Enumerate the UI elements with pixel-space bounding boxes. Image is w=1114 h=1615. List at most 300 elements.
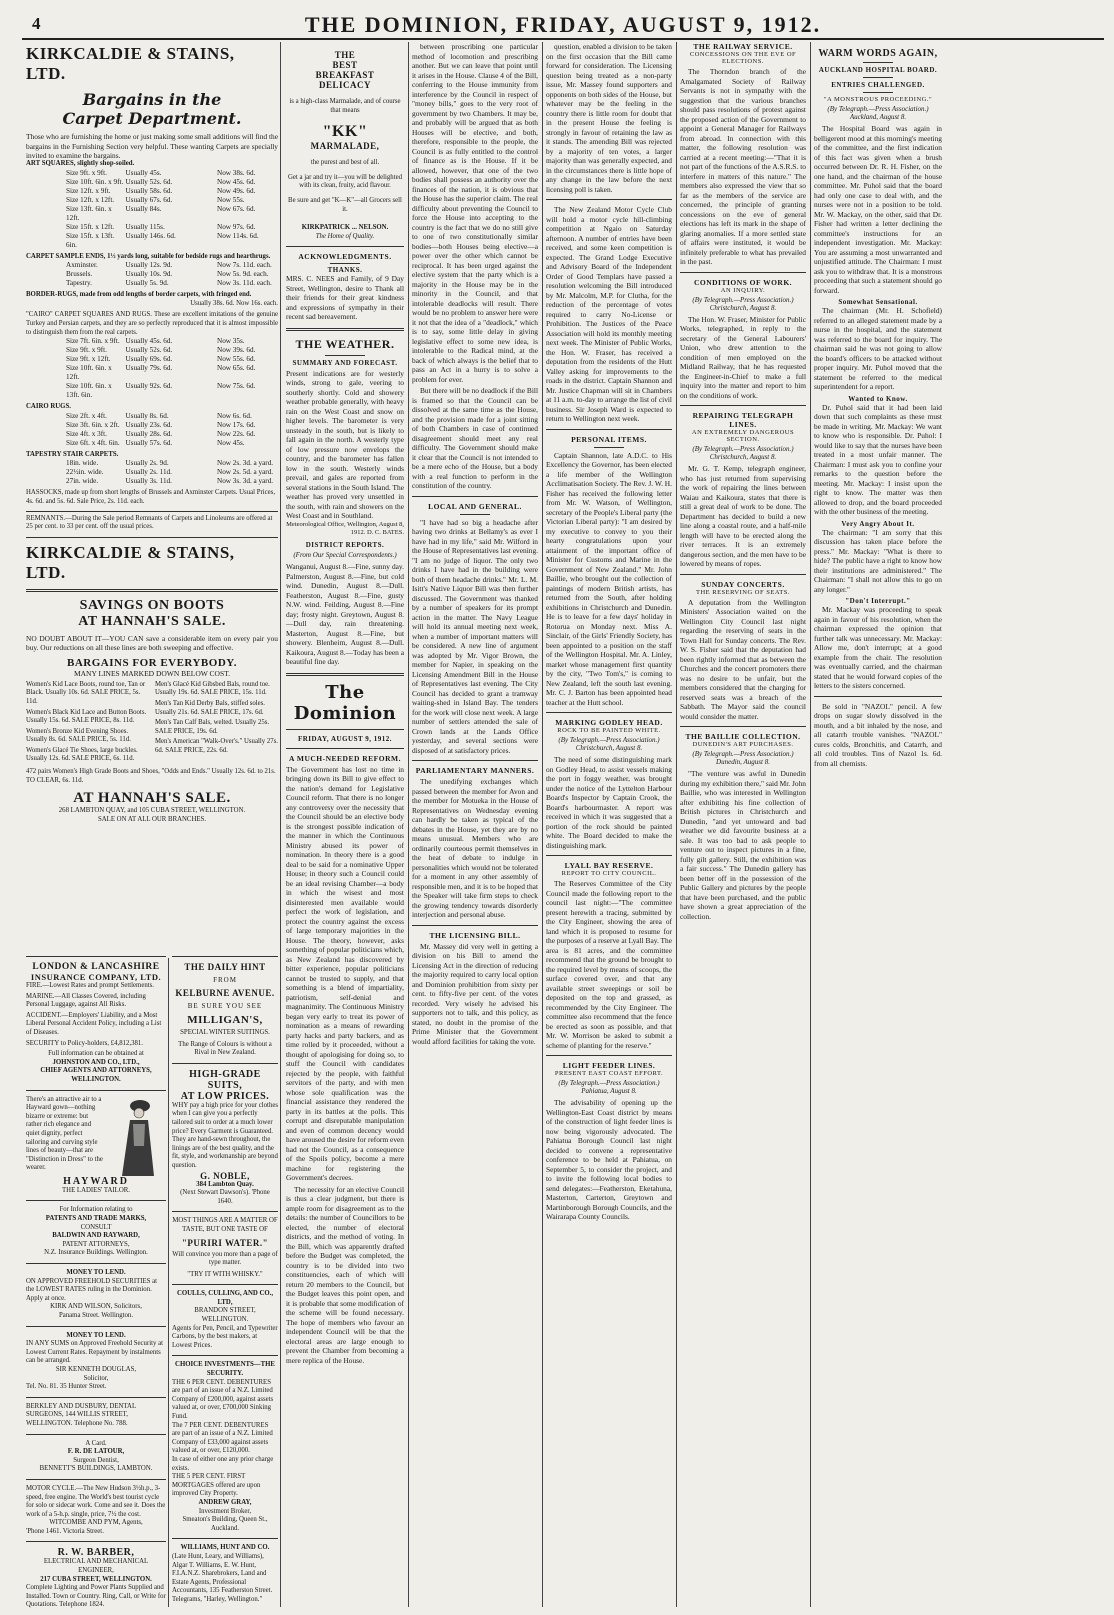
art-square-row-cell: Now 97s. 6d. [217,222,256,231]
sensational-sub: Somewhat Sensational. [838,298,918,306]
light-feeder-heading: LIGHT FEEDER LINES. [562,1061,656,1070]
nazol-ad: Be sold in "NAZOL" pencil. A few drops on sugar slowly dissolved in the mouth, and a bit inhaled by the nose, and all catarrh trouble vanishes. "NAZOL" cures colds, Bronchitis, and Catarrh, and all cold troubles. Tins of Nazol 1s. 6d. from all chemists. [814,701,942,768]
barber-ad [26,1547,166,1609]
tapestry-row [26,459,278,468]
patents-ad [26,1206,166,1258]
puriri-l4: Will convince you more than a page of type matter. [172,1250,278,1267]
editorial-text-1: The Government has lost no time in bringing down its Bill to give effect to the nation's demand for Legislative Council reform. That there is no longer any controversy over the necessity that the Council should be an elective body is the strongest possible indication of the manner in which the Continuous Ministry abused its power of nomination. In theory there is a good deal to be said for a nominative Upper House; in theory such a Council could be an ideal revising Chamber—a body in which the wisest and most disinterested men available would perfect the work of legislation, and protect the country against the excess of large temporary majorities in the House. The theory, however, asks something of popular politicians which, as New Zealand has discovered by bitter experience, popular politicians cannot be trusted to supply, and that something is a blend of impartiality, patriotism, self-denial and magnanimity. The Continuous Ministry began very early to treat its power of nomination as a means of rewarding party hacks and party backers, and as time rolled by it proceeded, without a thought of apologising for doing so, to stuff the Council with candidates rejected by the people, with faithful servitors of the party, and with men whose sole qualification was the financial assistance they rendered the party in its battles at the polls. This corrupt and disreputable manipulation and even of common decency would have aroused the desire for reform even had not the Council, as a consequence of the Spoils policy, become a mere machine for registering the Government's decrees. [286,764,404,1183]
high-name: G. NOBLE, [200,1170,250,1181]
art-squares-title: ART SQUARES, slightly shop-soiled. [26,160,135,167]
cairo-rug-row-cell: Size 3ft. 6in. x 2ft. [66,420,120,429]
tapestry-row-cell: Usually 2s. 9d. [125,459,169,468]
choice-addr: Smeaton's Building, Queen St., Auckland. [182,1516,268,1532]
cairo-row-cell: Size 9ft. x 12ft. [66,355,111,364]
barber-addr: 217 CUBA STREET, WELLINGTON. [40,1575,152,1583]
tapestry-row-cell: 18in. wide. [66,459,99,468]
art-square-row [26,205,278,223]
art-square-row-cell: Usually 146s. 6d. [125,231,176,240]
cairo-row-cell: Size 9ft. x 9ft. [66,346,107,355]
kirkcaldie-name: KIRKCALDIE & STAINS, LTD. [26,44,235,83]
money2-text: IN ANY SUMS on Approved Freehold Security at Lowest Current Rates. Repayment by instalments can be arranged. [26,1340,163,1365]
williams-text: (Late Hunt, Leary, and Williams), Algar T. Williams, E. W. Hunt, F.I.A.N.Z. Sharebrokers, Land and Estate Agents, Professional Accountants, 135 Featherston Street. Telegrams, "Harley, Wellington." [172,1552,273,1603]
art-square-row-cell: Now 114s. 6d. [217,231,259,240]
hayward-tag: THE LADIES' TAILOR. [62,1186,130,1194]
barber-text: Complete Lighting and Power Plants Supplied and Installed. Town or Country. Ring, Call, or Write for Quotations. Telephone 1824. [26,1584,166,1609]
sample-ends-title: CARPET SAMPLE ENDS, 1½ yards long, suitable for bedside rugs and hearthrugs. [26,252,271,260]
art-square-row [26,187,278,196]
carpet-headline-2: Carpet Department. [62,109,242,128]
telegraph-text: Mr. G. T. Kemp, telegraph engineer, who has just returned from supervising the work of repairing the lines between Waiau and Kaikoura, states that there is still a great deal of work to be done. The Department has decided to build a new line along a coastal route, and a half-mile length will have to be erected along the river terraces. It is an extremely dangerous section, and the men have to be lowered by means of ropes. [680,464,806,568]
cairo-title: "CAIRO" CARPET SQUARES AND RUGS. These are excellent imitations of the genuine Turkey and Persian carpets, and they are so perfectly reproduced that it is almost impossible to distinguish them from the real carpets. [26,311,278,336]
district-from: (From Our Special Correspondents.) [293,551,397,560]
art-square-row-cell: Now 67s. 6d. [217,204,256,213]
cairo-rug-row-cell: Now 6s. 6d. [217,411,252,420]
high-grade-suits-ad [172,1069,278,1207]
licensing-heading: THE LICENSING BILL. [429,930,521,940]
cairo-rug-row-cell: Now 45s. [217,438,245,447]
hannah-women-list [26,681,149,766]
choice-name: ANDREW GRAY, [198,1498,252,1506]
daily-ave: KELBURNE AVENUE. [175,988,275,998]
baillie-heading: THE BAILLIE COLLECTION. [685,732,801,741]
motor-tel: 'Phone 1461. Victoria Street. [26,1527,104,1535]
hannah-men-item: Men's American "Walk-Over's." Usually 27s. 6d. SALE PRICE, 22s. 6d. [155,738,278,754]
marm-get: Get a jar and try it—you will be delighted with its clean, fruity, acid flavour. [287,173,402,190]
hannah-women-item: Women's Black Kid Lace and Button Boots. Usually 15s. 6d. SALE PRICE, 8s. 11d. [26,708,147,725]
cairo-row-cell: Now 65s. 6d. [217,364,256,373]
patents-l6: N.Z. Insurance Buildings. Wellington. [44,1249,148,1257]
warm-words-heading: WARM WORDS AGAIN, [818,48,938,59]
railway-sub: CONCESSIONS ON THE EVE OF ELECTIONS. [689,51,797,65]
hannah-intro: NO DOUBT ABOUT IT—YOU CAN save a considerable item on every pair you buy. Our reductions on all these lines are both sweeping and effective. [26,633,278,653]
art-square-row [26,223,278,232]
coulls-name: COULLS, CULLING, AND CO., LTD, [176,1290,274,1306]
sunday-text: A deputation from the Wellington Ministers' Association waited on the Wellington City Council last night regarding the reserving of seats in the Town Hall for Sunday concerts. The Rev. W. S. Fisher said that the deputation had been rightly informed that as between the Churches and the concert promoters there was no desire to be unfair, but the members considered that the charging for reserved seats was a breach of the Sabbath. The Mayor said the council would consider the matter. [680,597,806,721]
lyall-sub: REPORT TO CITY COUNCIL. [561,870,657,877]
light-feeder-sub: PRESENT EAST COAST EFFORT. [554,1070,664,1077]
sunday-sub: THE RESERVING OF SEATS. [695,588,791,596]
art-square-row-cell: Size 12ft. x 12ft. [66,195,115,204]
godley-heading: MARKING GODLEY HEAD. [555,718,663,727]
hayward-ad [26,1096,166,1196]
auckland-text-2: The chairman (Mr. H. Schofield) referred to an alleged statement made by a nurse in the hospital, and the statement was referred to the board for inquiry. The chairman said he was not going to allow the board's officers to be attacked without proper inquiry. Mr. Puhol moved that the statement be referred to the medical superintendent for a report. [814,306,942,391]
entries-heading: ENTRIES CHALLENGED. [831,81,925,89]
col5-text-2: The New Zealand Motor Cycle Club will hold a motor cycle hill-climbing competition at Ngaio on Saturday afternoon. A number of entries have been received, and some keen competition is expected. The Grand Lodge Executive and Advisory Board of the Independent Order of Good Templars have passed a resolution welcoming the Bill introduced by Mr. Malcolm, M.P. for Clutha, for the reduction of the percentage of votes required to carry No-License or Prohibition. The Justices of the Peace Association will hold its monthly meeting next week. The Minister of Public Works, the Hon. W. Fraser, has received a deputation from the residents of the Hutt Valley asking for improvements to the roads in the district. Captain Shannon and Mr. Justice Chapman will sit in Chambers at 11 a.m. to-day to arrange the list of civil business. Sir Joseph Ward is expected to return to Wellington next week. [546,205,672,423]
editorial-text-2: The necessity for an elective Council is thus a clear judgment, but there is ample room for disagreement as to the details: the number of Councillors to be elected, the number of electoral districts, and the method of voting. In the Bill, which was apparently drafted before the Budget was completed, the country is to be divided into two constituencies, each of which will return 20 members to the Council, but the Budget leaves this point open, and it is probable that some modification of the scheme will be found necessary. The hope of members who favour an independent Council will be that the electoral areas are large enough to prevent the Chamber from becoming a mere replica of the House. [286,1184,404,1365]
sample-end-row-cell: Now 7s. 11d. each. [217,261,272,270]
hannah-men-item: Men's Glacé Kid Gibsbed Bals, round toe. Usually 19s. 6d. SALE PRICE, 15s. 11d. [155,680,270,697]
personal-text: Captain Shannon, late A.D.C. to His Excellency the Governor, has been elected a life member of the Wellington Acclimatisation Society. The Rev. J. W. H. Fisher has received the following letter from Mr. W. Watson, of Wellington, secretary of the People's Liberal party (the Victorian Liberal party): "I am desired by my executive to convey to you their hearty congratulations upon your attainment of the important office of Minister for Customs and Marine in the Government of New Zealand." Mr. John Baillie, who brought out the collection of paintings of modern British artists, has returned from the South, after holding exhibitions in Christchurch and Dunedin. He is to leave for a few days' holiday in Rotorua on Monday next. Miss A. Sinclair, of the Girls' Friendly Society, has been appointed to a position on the staff of the Wellington Hospital. Mr. A. Linley, market whose management first quantity by the city, "Two Tom's," is coming to New Zealand, left the south last evening. Mr. C. J. Barton has been appointed head teacher at the Hutt school. [546,450,672,707]
money2-who: SIR KENNETH DOUGLAS, [55,1365,137,1373]
sample-end-row-cell: Tapestry. [66,279,92,288]
cairo-rug-row-cell: Usually 8s. 6d. [125,411,169,420]
money1-title: MONEY TO LEND. [66,1269,126,1277]
hannah-headline: SAVINGS ON BOOTS [79,597,225,613]
col4-text-1: between proscribing one particular method of locomotion and prescribing another. But we can leave that point until it arises in the House. Clause 4 of the Bill, conferring to the House immunity from interference by the Council in respect of "money bills," goes to the very root of government by two Chambers. It may be, and probably will be argued that as both Houses will be elective, and both, therefore, responsible to the people, the Council is as fully entitled to the control of finance as is the House. If it be allowed, however, that one of the two bodies shall possess an authority over the finances of the nation, it is obvious that the House has the superior claim. The real difficulty about preventing the Council to force the House into accepting to the country is the fact that we do no still give to one of two constitutionally similar bodies—both Houses being elective—a power over the other which cannot be reciprocal. It has been urged against the elective system that the party which is a majority in the House may be in the minority in the Council, and that intolerable deadlocks will result. There would be no problem to answer here were it not that the idea of a "deadlock," which is to say, some little delay in giving legislative effect to some new idea, is intolerable to the Radical mind, at the back of which always is the belief that to pass an Act in a hurry is to solve a problem for ever. [412,42,538,384]
marm-home: The Home of Quality. [315,232,375,240]
art-square-row-cell: Now 38s. 6d. [217,168,256,177]
cairo-rug-row-cell: Usually 57s. 6d. [125,438,173,447]
angry-sub: Very Angry About It. [841,519,915,528]
cairo-rug-row [26,439,278,448]
tapestry-row-cell: 22½in. wide. [66,468,104,477]
art-square-row-cell: Size 15ft. x 13ft. 6in. [66,231,115,249]
puriri-l3: "PURIRI WATER." [181,1237,269,1248]
tapestry-row-cell: Usually 2s. 11d. [125,468,172,477]
border-rugs-title: BORDER-RUGS, made from odd lengths of border carpets, with fringed end. [26,291,252,299]
local-heading: LOCAL AND GENERAL. [428,501,522,511]
light-feeder-text: The advisability of opening up the Wellington-East Coast district by means of the construction of light feeder lines is now being vigorously advocated. The Pahiatua Borough Council last night decided to convene a representative conference to be held at Pahiatua, on September 5, to consider the project, and to invite the following local bodies to send delegates:—Featherston, Eketahuna, Masterton, Carterton, Greytown and Martinborough Borough Councils, and the Wairarapa County Councils. [546,1098,672,1221]
cairo-rug-row [26,421,278,430]
cairo-row-cell: Usually 52s. 6d. [125,346,173,355]
cairo-row-cell: Size 10ft. 6in. x 12ft. [66,364,112,382]
london-lines [26,982,166,1048]
cairo-row-cell: Usually 45s. 6d. [125,337,173,346]
column-7 [814,42,942,1609]
choice-role: Investment Broker, [198,1507,252,1515]
choice-text2: The 7 PER CENT. DEBENTURES are part of an issue of a N.Z. Limited Company of £33,000 against assets valued at, or over, £120,000. [172,1421,273,1455]
patents-l1: For Information relating to [59,1206,133,1214]
lyall-text: The Reserves Committee of the City Council made the following report to the council last night:—"The committee present herewith a tracing, submitted by the City Engineer, showing the area of land which it is proposed to resume for the purposes of a reserve at Lyall Bay. The area is 81 acres, and the committee recommend that the ground be brought to the required level by means of scoops, the surface covered over, and that any available street sweepings or soil be deposited on the top and grassed, as recommended by the City Engineer. The committee also recommend that the fence be erected as soon as possible, and that Mr. W. Morrison be asked to submit a scheme of planting for the reserve." [546,879,672,1050]
hayward-text: There's an attractive air to a Hayward gown—nothing bizarre or extreme: but rather rich elegance and quiet dignity, perfect tailoring and curving style lines of beauty—that are "Distinction in Dress" to the wearer. [26,1095,103,1172]
parliamentary-text: The unedifying exchanges which passed between the member for Avon and the member for Motueka in the House of Representatives on Wednesday evening can hardly be taken as typical of the debates in the House, yet they are by no means unusual. Members who are ordinarily courteous permit themselves in the heat of debate to indulge in personalities which would not be tolerated for a moment in any other assembly of responsible men, and it is to be hoped that the Speaker will take firm steps to check the growing tendency towards disorderly interjection and personal abuse. [412,777,538,919]
puriri-l5: "TRY IT WITH WHISKY." [187,1270,263,1278]
sample-end-row-cell: Now 5s. 9d. each. [217,270,269,279]
cairo-rug-row-cell: Size 2ft. x 4ft. [66,411,107,420]
motor-cycle-ad [26,1485,166,1537]
hannah-men-item: Men's Tan Calf Bals, welted. Usually 25s. SALE PRICE, 19s. 6d. [155,719,270,735]
cairo-row [26,355,278,364]
sample-ends-table [26,261,278,288]
daily-hint-ad [172,962,278,1058]
art-square-row [26,196,278,205]
baillie-byline: (By Telegraph.—Press Association.) Dunedin, August 8. [692,750,794,766]
art-square-row-cell: Usually 45s. [125,168,162,177]
newspaper-title: THE DOMINION, FRIDAY, AUGUST 9, 1912. [304,12,822,37]
money2-title: MONEY TO LEND. [66,1331,126,1339]
parliamentary-heading: PARLIAMENTARY MANNERS. [415,766,535,775]
thanks-heading: THANKS. [327,266,363,275]
williams-hunt-ad [172,1544,278,1604]
high-title: HIGH-GRADE SUITS, [189,1068,261,1091]
cairo-rugs-title: CAIRO RUGS. [26,403,71,411]
cairo-row [26,337,278,346]
money2-role: Solicitor, [83,1374,109,1382]
daily-range: The Range of Colours is without a Rival in New Zealand. [178,1040,272,1057]
marm-breakfast: BREAKFAST [315,70,375,80]
london-full: Full information can be obtained at [48,1050,144,1058]
sample-end-row-cell: Usually 12s. 9d. [125,261,173,270]
barber-name: R. W. BARBER, [57,1547,135,1559]
art-squares-table [26,169,278,250]
coulls-text: Agents for Pen, Pencil, and Typewriter Carbons, by the best makers, at Lowest Prices. [172,1324,278,1349]
daily-mill: MILLIGAN'S, [187,1014,263,1026]
money-to-lend-2 [26,1332,166,1392]
coulls-street: BRANDON STREET, [194,1307,256,1315]
cairo-table [26,337,278,400]
daily-special: SPECIAL WINTER SUITINGS. [180,1029,270,1036]
art-square-row-cell: Size 9ft. x 9ft. [66,168,107,177]
art-square-row [26,169,278,178]
editorial-heading: A MUCH-NEEDED REFORM. [289,753,401,763]
personal-heading: PERSONAL ITEMS. [571,434,647,444]
column-5 [546,42,672,1609]
london-line: ACCIDENT.—Employers' Liability, and a Most Liberal Personal Accident Policy, including a List of Diseases. [26,1011,162,1036]
marm-name: MARMALADE, [310,141,380,152]
art-square-row-cell: Now 45s. 6d. [217,177,256,186]
tapestry-row [26,477,278,486]
cairo-row [26,346,278,355]
auckland-heading: AUCKLAND HOSPITAL BOARD. [818,66,938,74]
latour-l2: F. R. DE LATOUR, [67,1448,125,1456]
dental-ad: BERKLEY AND DUSBURY, DENTAL SURGEONS, 144 WILLIS STREET, WELLINGTON. Telephone No. 788. [26,1402,136,1427]
sample-end-row-cell: Usually 10s. 9d. [125,270,173,279]
london-city: WELLINGTON. [71,1075,121,1083]
high-text: WHY pay a high price for your clothes when I can give you a perfectly tailored suit to order at a much lower price? Every Garment is Guaranteed. They are hand-sewn throughout, the linings are of the best quality, and the fit, style, and workmanship are beyond question. [172,1101,278,1169]
marm-best: BEST [332,60,358,70]
conditions-sub: AN INQUIRY. [720,286,766,294]
sample-end-row [26,279,278,288]
kirkcaldie-carpet-ad [26,44,278,161]
sample-end-row-cell: Axminster. [66,261,98,270]
hannah-men-list [155,681,278,766]
cairo-row-cell: Now 39s. 6d. [217,346,256,355]
cairo-rug-row-cell: Size 6ft. x 4ft. 6in. [66,438,120,447]
conditions-text: The Hon. W. Fraser, Minister for Public Works, telegraphed, in reply to the secretary of the General Labourers' Union, who drew attention to the condition of men employed on the Midland Railway, that he has requested the Engineer-in-Chief to make a full inquiry into the matter and report to him on the conditions of work. [680,314,806,400]
high-addr: 384 Lambton Quay. [196,1180,254,1188]
cairo-rug-row-cell: Usually 28s. 6d. [125,429,173,438]
kirkcaldie-name-2: KIRKCALDIE & STAINS, LTD. [26,542,235,582]
auckland-text-3: Dr. Puhol said that it had been laid down that such complaints as these must be made in writing. Mr. Mackay: We want to know who is responsible. Dr. Puhol: I would like to say that the nurses have been treated in a most unfair manner. The Chairman: I must ask you to confine your remarks to the question before the meeting. Mr. Mackay: I insist upon the right to know. The matter was then allowed to drop, and the board proceeded with the other business of the meeting. [814,402,942,516]
godley-text: The need of some distinguishing mark on Godley Head, to assist vessels making the port in foggy weather, was brought under the notice of the Lyttelton Harbour Board's Inspector by Captain Crook, the Board's harbourmaster. A report was received in which it was suggested that a portion of the rock should be painted white. The Board decided to make the distinguishing mark. [546,755,672,850]
col4-text-2: But there will be no deadlock if the Bill is framed so that the Council can be dissolved at the same time as the House, and the provision made for a joint sitting of both Chambers in case of continued disagreement should meet any real difficulty. The Government should make it clear that the Council is not intended to be a mere echo of the House, but a body with a real function to perform in the constitution of the country. [412,386,538,490]
art-square-row-cell: Now 55s. [217,195,245,204]
licensing-text: Mr. Massey did very well in getting a division on his Bill to amend the Licensing Act in the direction of reducing the majority required to carry local option and Dominion prohibition from sixty per cent. to fifty-five per cent. of the votes recorded. Very wisely he advised his supporters not to talk, and this policy, as stated, no doubt in the promise of the Prime Minister that the Government would afford facilities for taking the vote. [412,941,538,1046]
hannah-boots-ad [26,598,278,825]
telegraph-byline: (By Telegraph.—Press Association.) Christchurch, August 8. [692,445,794,461]
money1-who: KIRK AND WILSON, Solicitors, [50,1303,142,1311]
choice-text1: THE 6 PER CENT. DEBENTURES are part of an issue of a N.Z. Limited Company of £200,000, against assets valued at, or over, £700,000 Sinking Fund. [172,1378,274,1420]
london-name: LONDON & LANCASHIRE [32,962,160,972]
art-square-row-cell: Usually 52s. 6d. [125,177,173,186]
cairo-row [26,364,278,382]
art-square-row [26,178,278,187]
hannah-many: MANY LINES MARKED DOWN BELOW COST. [73,668,231,678]
money-to-lend-1 [26,1269,166,1321]
forecast-text: Present indications are for westerly winds, strong to gale, veering to southerly shortly. Cold and showery weather probable generally, with heavy rain on the West Coast and snow on higher levels. The barometer is very unsteady in the south, but is likely to fall again in the north. A westerly type of low pressure now envelops the country, and the barometer has fallen low in the south. Westerly winds prevail, and gales are reported from several stations in the South Island. The weather has proved very unsettled in the south, with rain and showers on the West Coast and in Southland. [286,368,404,521]
motor-who: WITCOMBE AND PYM, Agents, [49,1519,143,1527]
godley-sub: ROCK TO BE PAINTED WHITE. [557,727,661,734]
col5-text-1: question, enabled a division to be taken on the first occasion that the Bill came forward for consideration. The Licensing question being treated as a non-party issue, Mr. Massey found supporters and opponents on both sides of the House, but whatever may be the feeling in the country there is little room for doubt that in the present House the feeling is strongly in favour of retaining the law as it stands. The amending Bill was rejected by a majority of ten votes, a larger majority than was generally expected, and in the circumstances there is little hope of any change in the law before the next licensing poll is taken. [546,42,672,194]
patents-l2: PATENTS AND TRADE MARKS, [45,1215,147,1223]
art-square-row-cell: Usually 58s. 6d. [125,186,173,195]
coulls-city: WELLINGTON. [201,1316,249,1324]
cairo-rug-row [26,412,278,421]
hannah-footer-name: AT HANNAH'S SALE. [73,790,231,807]
choice-title: CHOICE INVESTMENTS—THE SECURITY. [175,1361,275,1378]
telegraph-sub: AN EXTREMELY DANGEROUS SECTION. [691,429,795,443]
marm-the: THE [334,50,356,60]
tapestry-row [26,468,278,477]
weather-heading: THE WEATHER. [295,336,395,351]
cairo-row-cell: Size 10ft. 6in. x 13ft. 6in. [66,382,112,400]
hannah-women-item: Women's Glacé Tie Shoes, large buckles. Usually 12s. 6d. SALE PRICE, 6s. 11d. [26,746,138,763]
patents-l3: CONSULT [80,1223,112,1231]
sample-end-row-cell: Brussels. [66,270,93,279]
cairo-rug-row-cell: Size 4ft. x 3ft. [66,429,107,438]
art-square-row [26,232,278,250]
dominion-nameplate: The Dominion [293,681,397,724]
art-square-row-cell: Size 10ft. 6in. x 9ft. [66,177,124,186]
tapestry-title: TAPESTRY STAIR CARPETS. [26,450,119,458]
column-4 [412,42,538,1609]
art-square-row-cell: Usually 84s. [125,204,162,213]
auckland-text-4: The chairman: "I am sorry that this discussion has taken place before the press." Mr. Mackay: "What is there to hide? The public have a right to know how their institutions are administered." The Chairman: "I shall not allow this to go on any longer." [814,527,942,594]
hannah-women-item: Women's Kid Lace Boots, round toe, Tan or Black. Usually 10s. 6d. SALE PRICE, 5s. 11d. [26,680,146,705]
marm-besure: Be sure and get "K—K"—all Grocers sell it. [288,196,402,213]
sample-end-row-cell: Now 3s. 11d. each. [217,279,272,288]
marm-kirkpatrick: KIRKPATRICK ... NELSON. [301,224,389,232]
daily-be: BE SURE YOU SEE [187,1002,263,1010]
london-line: FIRE.—Lowest Rates and prompt Settlements. [26,982,154,989]
tapestry-row-cell: 27in. wide. [66,477,99,486]
williams-name: WILLIAMS, HUNT AND CO. [180,1544,270,1552]
wanted-sub: Wanted to Know. [848,394,908,403]
sample-end-row [26,261,278,270]
art-square-row-cell: Usually 67s. 6d. [125,195,173,204]
column-6 [680,42,806,1609]
tapestry-row-cell: Now 3s. 3d. a yard. [217,477,274,486]
conditions-heading: CONDITIONS OF WORK. [693,277,793,287]
cairo-row-cell: Now 55s. 6d. [217,355,256,364]
motor-text: MOTOR CYCLE.—The New Hudson 3½h.p., 3-speed, free engine. The World's best tourist cycle for solo or sidecar work. Come and see it. Does the work of a 5-h.p. single, price, 7½ the cost. [26,1484,166,1518]
cairo-rug-row-cell: Now 17s. 6d. [217,420,256,429]
sunday-heading: SUNDAY CONCERTS. [701,579,785,589]
daily-title: THE DAILY HINT [184,962,266,972]
coulls-ad [172,1290,278,1350]
london-chief: CHIEF AGENTS AND ATTORNEYS, [40,1067,152,1075]
cairo-row [26,382,278,400]
cairo-rug-row [26,430,278,439]
art-square-row-cell: Size 15ft. x 12ft. [66,222,115,231]
auckland-byline: (By Telegraph.—Press Association.) Auckland, August 8. [827,105,929,121]
money1-text: ON APPROVED FREEHOLD SECURITIES at the LOWEST RATES ruling in the Dominion. Apply at once. [26,1277,158,1302]
carpet-intro: Those who are furnishing the home or just making some small additions will find the bargains in the Furnishing Section very helpful. These wanting Carpets are specially invited to examine the bargains. [26,132,278,160]
hannah-headline-2: AT HANNAH'S SALE. [78,613,226,629]
london-name-2: INSURANCE COMPANY, LTD. [30,972,162,982]
tapestry-row-cell: Now 2s. 3d. a yard. [217,459,274,468]
marm-kk: "KK" [322,123,368,141]
carpet-headline-1: Bargains in the [82,90,222,109]
sample-end-row-cell: Usually 5s. 9d. [125,279,169,288]
daily-from: FROM [213,976,237,984]
thanks-text: MRS. C. NEES and Family, of 9 Day Street, Wellington, desire to Thank all their friends for their great kindness and expressions of sympathy in their recent sad bereavement. [286,274,404,322]
money1-where: Panama Street. Wellington. [58,1312,134,1319]
puriri-water-ad [172,1217,278,1279]
small-ads-column [26,956,166,1609]
art-square-row-cell: Usually 115s. [125,222,165,231]
railway-heading: THE RAILWAY SERVICE. [693,42,793,51]
godley-byline: (By Telegraph.—Press Association.) Christchurch, August 8. [558,736,660,752]
hannah-address: 268 LAMBTON QUAY, and 105 CUBA STREET, WELLINGTON. [58,807,246,815]
latour-l1: A Card. [85,1439,107,1447]
choice-text3: In case of either one any prior charge exists. [172,1455,274,1472]
choice-investments-ad [172,1361,278,1533]
puriri-l1: MOST THINGS ARE A MATTER OF [172,1217,278,1225]
london-agents: JOHNSTON AND CO., LTD., [52,1058,140,1066]
dominion-date: FRIDAY, AUGUST 9, 1912. [297,734,393,743]
baillie-text: "The venture was awful in Dunedin during my exhibition there," said Mr. John Baillie, who was interested in Wellington after exhibiting his fine collection of British pictures in Christchurch and Dunedin, "and yet untoward and bad weather we did favourite business at a sale. It was too bad to ask people to venture out to inspect pictures in a fine, fully gilt gallery. Still, the exhibition was a fair success." The Dunedin gallery has been better off in the possession of the Public Gallery and pictures by the people that have been purchased, and the public have shown a great appreciation of the collection. [680,769,806,921]
hannah-women-item: Women's Bronze Kid Evening Shoes. Usually 8s. 6d. SALE PRICE, 5s. 11d. [26,727,131,744]
latour-ad [26,1440,166,1474]
auckland-text-5: Mr. Mackay was proceeding to speak again in favour of his resolution, when the chairman expressed the opinion that further talk was unnecessary. Mr. Mackay: Allow me, don't interrupt; at a good example from the chair. The resolution was eventually carried, and the chairman stated that he would forward copies of the letters to the sisters concerned. [814,605,942,690]
summary-heading: SUMMARY AND FORECAST. [292,358,398,367]
baillie-sub: DUNEDIN'S ART PURCHASES. [692,741,794,748]
border-rugs-price: Usually 38s. 6d. Now 16s. each. [190,299,278,307]
marmalade-ad [286,50,404,241]
marm-delicacy: DELICACY [318,80,371,90]
sample-end-row [26,270,278,279]
barber-role: ELECTRICAL AND MECHANICAL ENGINEER, [43,1558,149,1575]
cairo-row-cell: Usually 92s. 6d. [125,382,173,391]
cairo-rug-row-cell: Now 22s. 6d. [217,429,256,438]
art-square-row-cell: Size 12ft. x 9ft. [66,186,111,195]
hannah-men-item: Men's Tan Kid Derby Bals, stiffed soles. Usually 21s. 6d. SALE PRICE, 17s. 6d. [155,699,265,716]
masthead [22,12,1104,40]
art-square-row-cell: Now 49s. 6d. [217,186,256,195]
hannah-branches: SALE ON AT ALL OUR BRANCHES. [97,815,206,823]
cairo-row-cell: Usually 79s. 6d. [125,364,173,373]
choice-text4: THE 5 PER CENT. FIRST MORTGAGES offered are upon improved City Property. [172,1473,261,1498]
lady-illustration [106,1096,166,1178]
railway-text: The Thorndon branch of the Amalgamated Society of Railway Servants is not in sympathy with the suggestion that the various branches should pass resolutions of protest against the proposed action of the Government to appoint a General Manager for Railways from abroad. In connection with this matter, the following resolution was carried at a recent meeting:—"That it is not part of the functions of the A.S.R.S. to interfere in matters of this nature." The members also expressed the view that so far as the members of the service are concerned, the principle of granting concessions on the eve of general elections has left its mark in the shape of glaring anomalies. If a more settled state of affairs were instituted, it would be infinitely preferable to what has prevailed in the past. [680,67,806,266]
page-number: 4 [32,14,41,33]
light-feeder-byline: (By Telegraph.—Press Association.) Pahiatua, August 8. [558,1079,660,1095]
cairo-row-cell: Now 35s. [217,337,245,346]
cairo-row-cell: Usually 69s. 6d. [125,355,173,364]
latour-l3: Surgeon Dentist, [73,1456,119,1464]
art-square-row-cell: Size 13ft. 6in. x 12ft. [66,204,112,222]
tapestry-row-cell: Now 2s. 5d. a yard. [217,468,274,477]
money2-tel: Tel. No. 81. 35 Hunter Street. [26,1383,107,1391]
tapestry-table [26,459,278,486]
cairo-row-cell: Size 7ft. 6in. x 9ft. [66,337,120,346]
puriri-l2: TASTE, BUT ONE TASTE OF [182,1225,268,1233]
london-line: SECURITY to Policy-holders, £4,812,381. [26,1039,143,1047]
auckland-text-1: The Hospital Board was again in belligerent mood at this morning's meeting of the committee, and the first indication of this fact was given when a brush occurred between Dr. R. H. Fisher, on the one hand, and the chairman of the house committee. Mr. Puhol said that the board had only one case to deal with, and the nurses were not in a position to be told. Mr. W. Mackay, on the other, said that Dr. Fisher had written a letter declining the committee's instructions for an independent investigation. Mr. Mackay: You are assuming a most unwarranted and unjustified attitude. The Chairman: I must ask you to withdraw that. It is a monstrous proceeding that such a statement should go forward. [814,124,942,295]
col2-lower-ads [172,956,278,1609]
london-lancashire-ad [26,962,166,1085]
lyall-heading: LYALL BAY RESERVE. [564,861,654,870]
cairo-row-cell: Now 75s. 6d. [217,382,256,391]
hannah-bargains: BARGAINS FOR EVERYBODY. [67,656,237,669]
patents-l4: BALDWIN AND RAYWARD, [52,1232,140,1240]
hayward-name: HAYWARD [63,1175,129,1187]
marm-purest: the purest and best of all. [310,159,380,167]
hannah-odds: 472 pairs Women's High Grade Boots and Shoes, "Odds and Ends." Usually 12s. 6d. to 21s. TO CLEAR, 6s. 11d. [26,768,276,784]
tapestry-row-cell: Usually 3s. 11d. [125,477,172,486]
patents-l5: PATENT ATTORNEYS, [62,1240,130,1248]
dont-interrupt-sub: "Don't Interrupt." [845,597,911,605]
latour-l4: BENNETT'S BUILDINGS, LAMBTON. [39,1465,153,1473]
forecast-signoff: Meteorological Office, Wellington, August 8, 1912. D. C. BATES. [286,520,404,537]
high-next: (Next Stewart Dawson's). 'Phone 1640. [180,1189,270,1205]
acknowledgments-heading: ACKNOWLEDGMENTS. [298,252,392,262]
hassocks-text: HASSOCKS, made up from short lengths of Brussels and Axminster Carpets. Usual Prices, 4s. 6d. and 5s. 6d. Sale Price, 2s. 11d. each. [26,489,276,505]
remnants-text: REMNANTS.—During the Sale period Remnants of Carpets and Linoleums are offered at 25 per cent. to 33 per cent. off the usual prices. [26,511,278,532]
district-reports: Wanganui, August 8.—Fine, sunny day. Palmerston, August 8.—Fine, but cold wind. Dunedin, August 8.—Dull. Featherston, August 8.—Fine, gusty N.W. wind. Feilding, August 8.—Fine day; frosty night. Greytown, August 8.—Dull day, rain threatening. Masterton, August 8.—Fine, but showery. Blenheim, August 8.—Dull. Kaikoura, August 8.—Today has been a beautiful fine day. [286,562,404,667]
column-3 [286,42,404,1609]
